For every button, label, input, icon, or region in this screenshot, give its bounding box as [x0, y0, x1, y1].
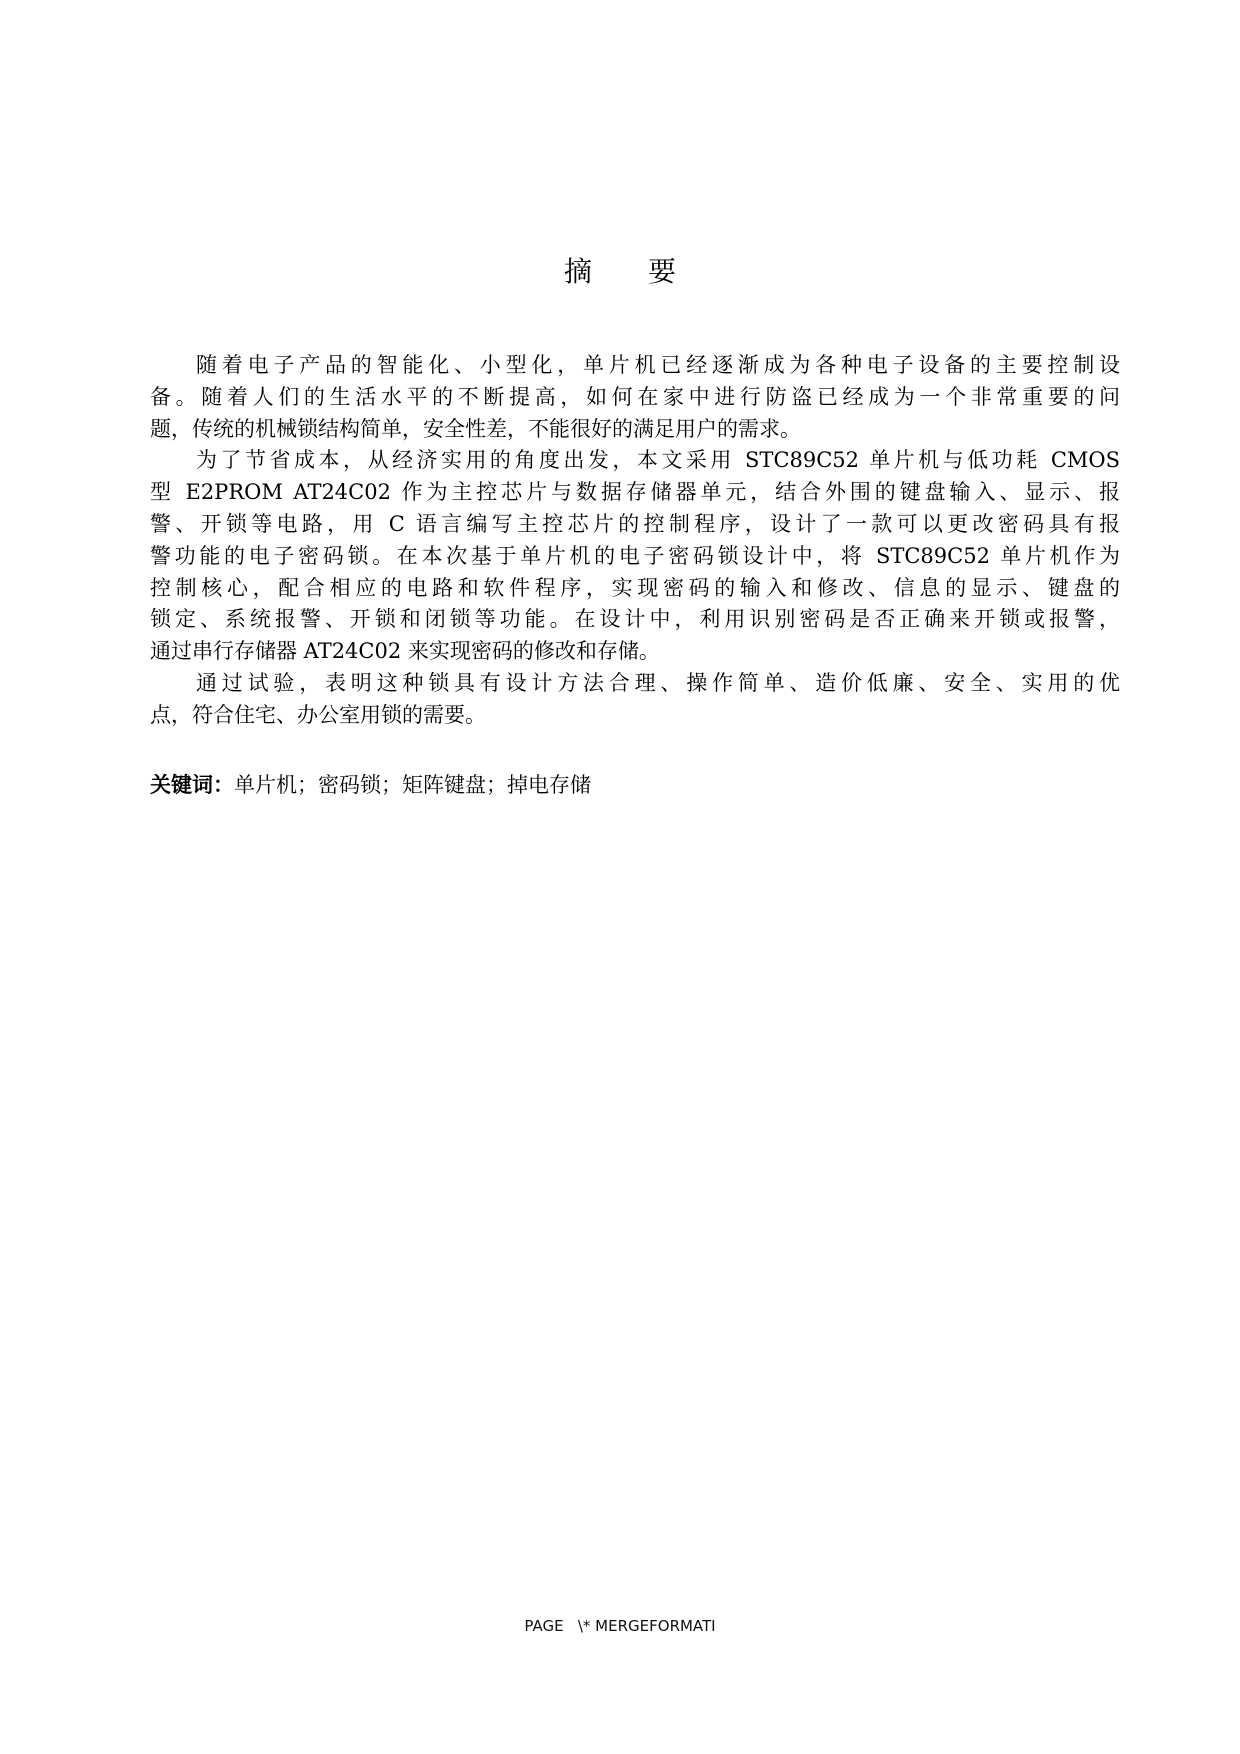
- paragraph-2: [150, 445, 1120, 668]
- keywords-label: 关键词：: [150, 773, 234, 797]
- title-char-2: 要: [648, 255, 677, 288]
- text-line: 随着电子产品的智能化、小型化，单片机已经逐渐成为各种电子设备的主要控制设: [196, 353, 1120, 377]
- paragraph-3: [150, 668, 1120, 732]
- text-line: 控制核心，配合相应的电路和软件程序，实现密码的输入和修改、信息的显示、键盘的: [150, 575, 1120, 600]
- page-number-field: PAGE \* MERGEFORMATI: [524, 1617, 716, 1635]
- keywords-value: 单片机；密码锁；矩阵键盘；掉电存储: [234, 773, 591, 797]
- text-line: 为了节省成本，从经济实用的角度出发，本文采用 STC89C52 单片机与低功耗 CMOS: [196, 448, 1120, 473]
- text-line: 题，传统的机械锁结构简单，安全性差，不能很好的满足用户的需求。: [150, 416, 801, 441]
- keywords-line: [150, 770, 591, 801]
- paragraph-1: [150, 350, 1120, 445]
- title-char-1: 摘: [563, 255, 592, 288]
- text-line: 警、开锁等电路，用 C 语言编写主控芯片的控制程序，设计了一款可以更改密码具有报: [150, 511, 1120, 536]
- abstract-title: [0, 250, 1240, 290]
- abstract-body: [150, 350, 1120, 732]
- text-line: 备。随着人们的生活水平的不断提高，如何在家中进行防盗已经成为一个非常重要的问: [150, 384, 1120, 409]
- text-line: 通过串行存储器 AT24C02 来实现密码的修改和存储。: [150, 639, 660, 664]
- text-line: 通过试验，表明这种锁具有设计方法合理、操作简单、造价低廉、安全、实用的优: [196, 670, 1120, 695]
- text-line: 锁定、系统报警、开锁和闭锁等功能。在设计中，利用识别密码是否正确来开锁或报警，: [150, 607, 1120, 632]
- text-line: 点，符合住宅、办公室用锁的需要。: [150, 702, 486, 727]
- text-line: 型 E2PROM AT24C02 作为主控芯片与数据存储器单元，结合外围的键盘输入、显示、报: [150, 480, 1120, 505]
- page-footer: [0, 1617, 1240, 1635]
- text-line: 警功能的电子密码锁。在本次基于单片机的电子密码锁设计中，将 STC89C52 单片机作为: [150, 543, 1120, 568]
